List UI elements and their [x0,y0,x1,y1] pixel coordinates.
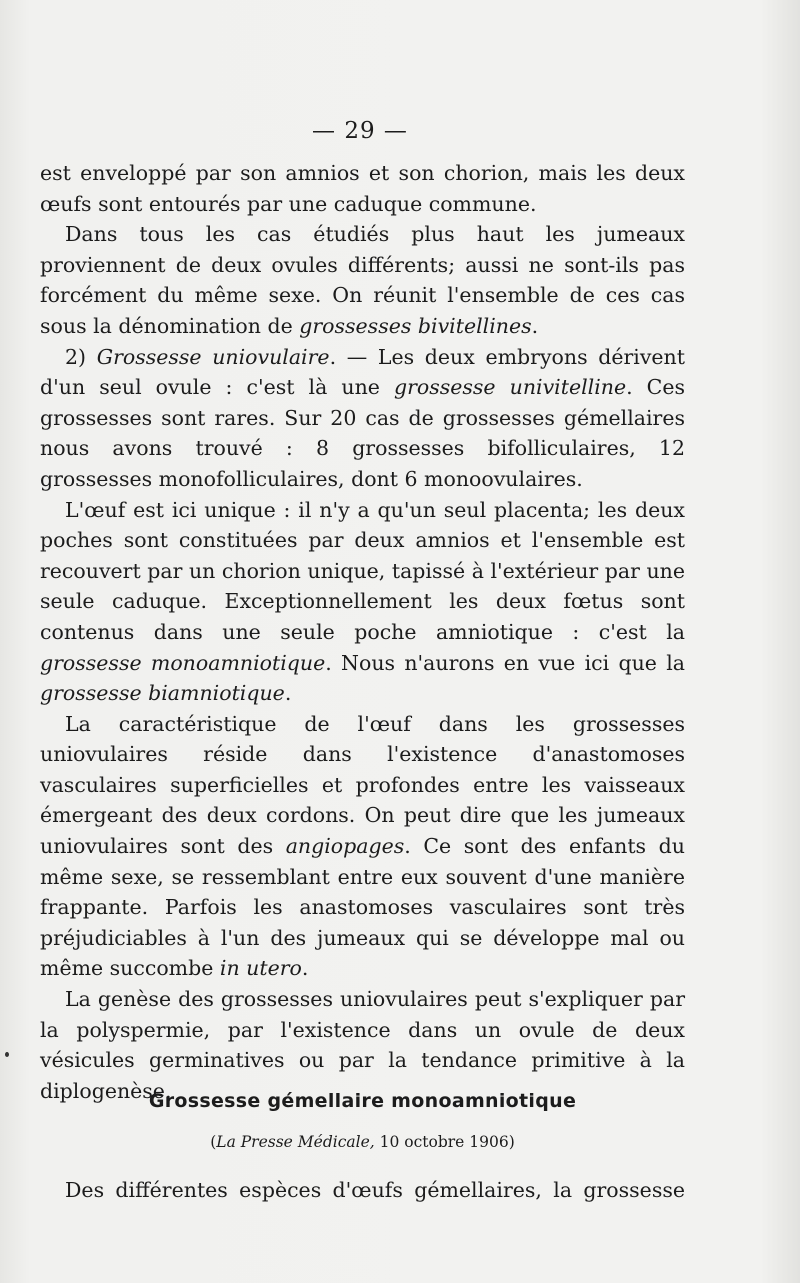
text-run: . — Les deux embryons dérivent d'un seul ovule : c'est là une [40,344,685,400]
text-run: L'œuf est ici unique : il n'y a qu'un seul placenta; les deux poches sont constituées par deux amnios et l'ensemble est recouvert par un chorion unique, tapissé à l'extérieur par une seule caduque. Exceptionnellement les deux fœtus sont contenus dans une seule poche amniotique : c'est la [40,497,685,644]
text-run: La genèse des grossesses uniovulaires peut s'expliquer par la polyspermie, par l'existence dans un ovule de deux vésicules germinatives ou par la tendance primitive à la diplogenèse. [40,987,685,1103]
body-text [40,158,685,1106]
ink-speck [5,1052,9,1057]
italic-term: grossesse monoamniotique [40,650,326,675]
paragraph [40,984,685,1106]
citation [40,1133,685,1151]
italic-term: in utero [219,956,302,981]
paragraph [40,709,685,984]
section-heading: Grossesse gémellaire monoamniotique [148,1090,577,1112]
text-run: . [531,313,539,338]
citation-open: ( [210,1133,217,1151]
text-run: . Ces grossesses sont rares. Sur 20 cas de grossesses gémellaires nous avons trouvé : 8 grossesses bifolliculaires, 12 grossesses monofolliculaires, dont 6 monoovulaires. [40,375,685,491]
text-run: est enveloppé par son amnios et son chorion, mais les deux œufs sont entourés par une caduque commune. [40,161,685,216]
text-run: . Ce sont des enfants du même sexe, se ressemblant entre eux souvent d'une manière frappante. Parfois les anastomoses vasculaires sont très préjudiciables à l'un des jumeaux qui se développe mal ou même succombe [40,834,685,981]
text-run: La caractéristique de l'œuf dans les grossesses uniovulaires réside dans l'existence d'anastomoses vasculaires superficielles et profondes entre les vaisseaux émergeant des deux cordons. On peut dire que les jumeaux uniovulaires sont des [40,711,685,859]
continuing-text [40,1175,685,1206]
paragraph [40,158,685,219]
page-number: — 29 — [312,118,408,144]
citation-journal: La Presse Médicale, [216,1133,375,1151]
italic-term: grossesses bivitellines [299,313,532,338]
paragraph [40,219,685,341]
italic-term: grossesse biamniotique [40,681,285,706]
italic-term: grossesse univitelline [393,375,627,400]
text-run: Dans tous les cas étudiés plus haut les jumeaux proviennent de deux ovules différents; aussi ne sont-ils pas forcément du même sexe. On réunit l'ensemble de ces cas sous la dénomination de [40,222,685,338]
continuing-text-line: Des différentes espèces d'œufs gémellaires, la grossesse [65,1178,685,1202]
italic-term: Grossesse uniovulaire [96,344,330,369]
text-run: 2) [65,344,97,369]
text-run: . [284,681,292,706]
citation-date: 10 octobre 1906) [374,1133,515,1151]
paragraph [40,342,685,495]
text-run: . [301,956,309,981]
italic-term: angiopages [285,834,405,859]
paragraph [40,495,685,709]
text-run: . Nous n'aurons en vue ici que la [325,650,686,675]
